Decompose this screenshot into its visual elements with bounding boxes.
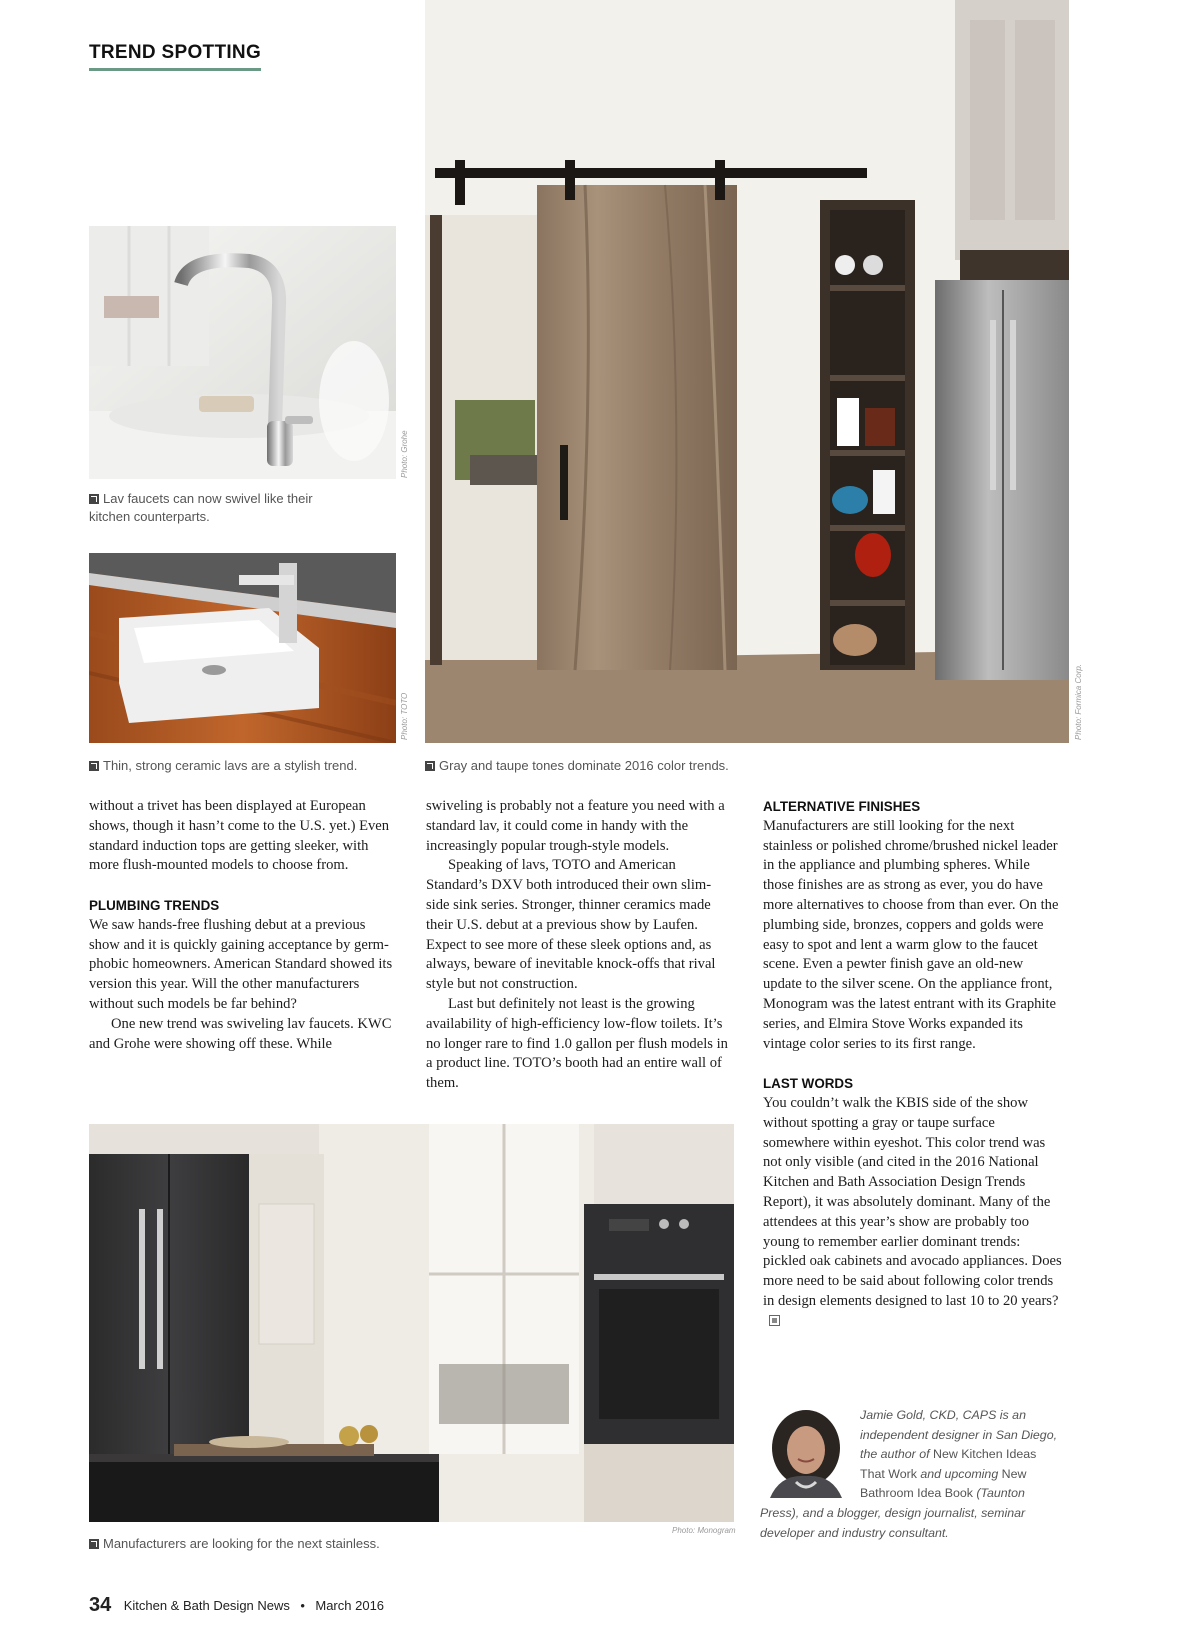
barn-door-photo-caption: Gray and taupe tones dominate 2016 color trends. [425, 757, 825, 775]
text-column-2 [426, 797, 734, 1094]
kitchen-photo-credit: Photo: Monogram [672, 1526, 736, 1535]
paragraph: Last but definitely not least is the growing availability of high-efficiency low-flow toilets. It’s no longer rare to find 1.0 gallon per flush models in a product line. TOTO’s booth had an entire wall of them. [426, 995, 728, 1092]
barn-door-photo [425, 0, 1069, 743]
author-headshot [760, 1406, 852, 1498]
lav-photo-caption: Thin, strong ceramic lavs are a stylish trend. [89, 757, 389, 775]
paragraph: We saw hands-free flushing debut at a previous show and it is quickly gaining acceptance by germ-phobic homeowners. American Standard showed its version this year. Will the other manufacturers without such models be far behind? [89, 916, 393, 1012]
text-column-1 [89, 797, 395, 1054]
footer-separator: • [300, 1598, 305, 1613]
arrow-up-icon [89, 761, 99, 771]
publication-name: Kitchen & Bath Design News [123, 1598, 290, 1613]
kitchen-photo-caption: Manufacturers are looking for the next stainless. [89, 1535, 489, 1553]
paragraph: without a trivet has been displayed at European shows, though it hasn’t come to the U.S. yet.) Even standard induction tops are getting sleeker, with more flush-mounted models to choose from. [89, 798, 390, 874]
page-footer [89, 1594, 384, 1617]
page-number: 34 [89, 1594, 112, 1616]
section-label: TREND SPOTTING [89, 42, 261, 71]
heading-plumbing-trends: PLUMBING TRENDS [89, 897, 220, 913]
heading-last-words: LAST WORDS [763, 1076, 854, 1092]
arrow-up-icon [89, 494, 99, 504]
barn-door-photo-credit: Photo: Formica Corp. [1074, 663, 1083, 740]
paragraph: Manufacturers are still looking for the next stainless or polished chrome/brushed nickel leader in the appliance and plumbing spheres. While those finishes are as strong as ever, you do have more alternatives to choose from than ever. On the plumbing side, bronzes, coppers and golds were easy to spot and lent a warm glow to the faucet scene. Even a pewter finish gave an old-new update to the silver scene. On the appliance front, Monogram was the latest entrant with its Graphite series, and Elmira Stove Works expanded its vintage color series to its first range. [763, 817, 1059, 1052]
issue-date: March 2016 [315, 1598, 385, 1613]
paragraph: One new trend was swiveling lav faucets. KWC and Grohe were showing off these. While [89, 1015, 392, 1052]
faucet-photo-caption: Lav faucets can now swivel like their kitchen counterparts. [89, 491, 313, 524]
arrow-up-icon [89, 1539, 99, 1549]
paragraph: swiveling is probably not a feature you need with a standard lav, it could come in handy with the increasingly popular trough-style models. [426, 798, 725, 854]
text-column-3 [763, 797, 1063, 1332]
heading-alternative-finishes: ALTERNATIVE FINISHES [763, 799, 921, 814]
arrow-up-icon [425, 761, 435, 771]
lav-photo-credit: Photo: TOTO [400, 692, 409, 740]
paragraph: You couldn’t walk the KBIS side of the show without spotting a gray or taupe surface somewhere within eyeshot. This color trend was not only visible (and cited in the 2016 National Kitchen and Bath Association Design Trends Report), it was absolutely dominant. Many of the attendees at this year’s show are probably too young to remember earlier dominant trends: pickled oak cabinets and avocado appliances. Does more need to be said about following color trends in design elements designed to last 10 to 20 years? [763, 1094, 1063, 1332]
faucet-photo [89, 226, 396, 479]
lav-photo [89, 553, 396, 743]
author-bio: Jamie Gold, CKD, CAPS is an independent designer in San Diego, the author of New Kitchen Ideas That Work and upcoming New Bathroom Idea Book (Taunton Press), and a blogger, design journalist, seminar developer and industry consultant. [760, 1408, 1058, 1540]
kitchen-photo [89, 1124, 734, 1522]
faucet-photo-credit: Photo: Grohe [400, 430, 409, 478]
end-of-article-icon [769, 1315, 780, 1326]
paragraph: Speaking of lavs, TOTO and American Standard’s DXV both introduced their own slim-side sink series. Stronger, thinner ceramics made their U.S. debut at a previous show by Laufen. Expect to see more of these sleek options and, as always, beware of inevitable knock-offs that rival style but not construction. [426, 857, 716, 993]
